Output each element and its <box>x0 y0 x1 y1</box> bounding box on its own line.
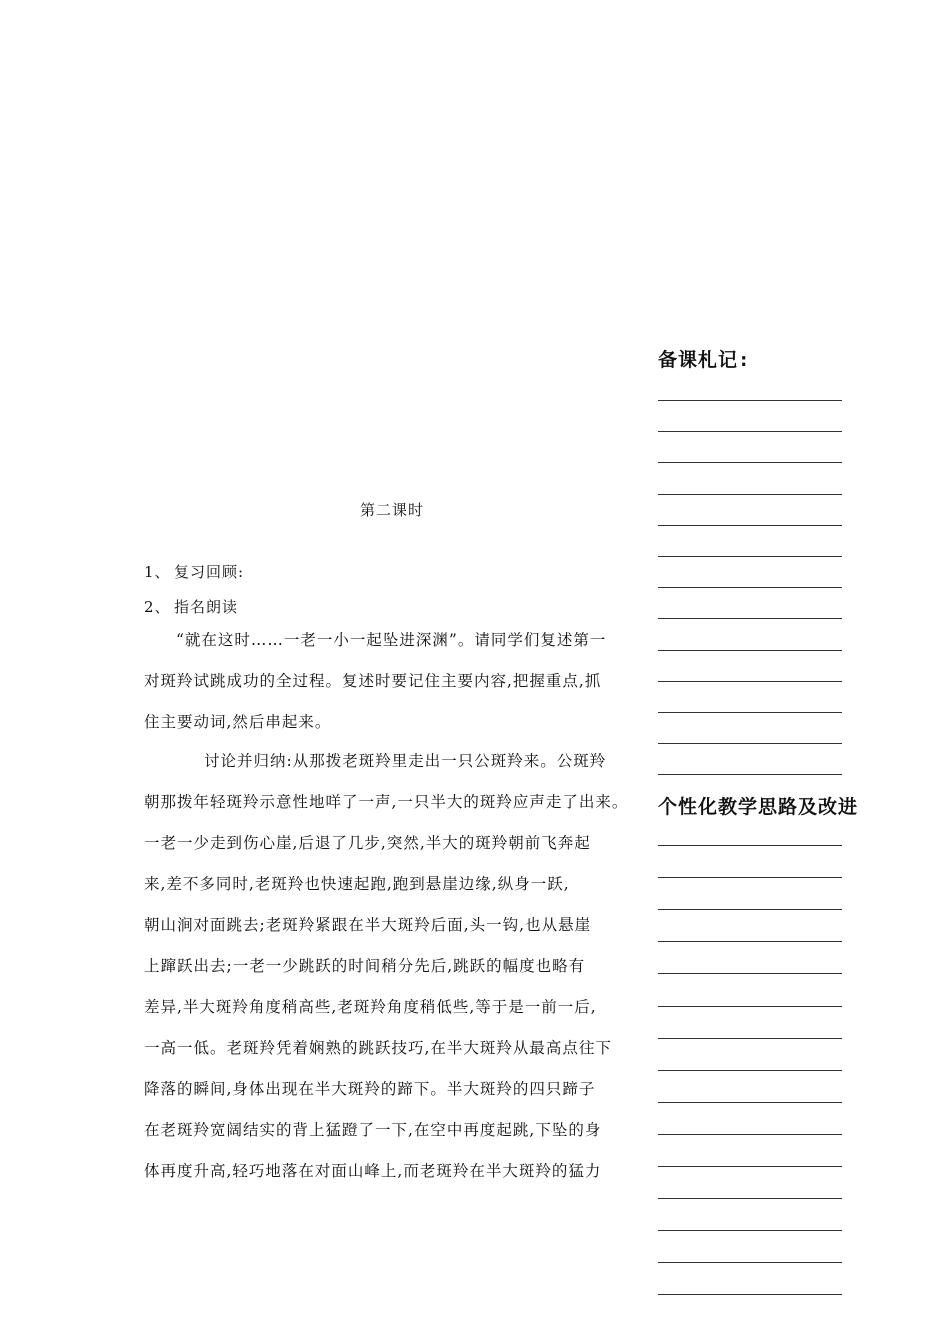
text-line: 体再度升高,轻巧地落在对面山峰上,而老斑羚在半大斑羚的猛力 <box>144 1162 602 1180</box>
list-item <box>144 597 238 617</box>
blank-writing-line <box>658 1294 842 1295</box>
list-item-number: 2、 <box>144 598 171 616</box>
blank-writing-line <box>658 712 842 713</box>
text-line: 一高一低。老斑羚凭着娴熟的跳跃技巧,在半大斑羚从最高点往下 <box>144 1039 612 1057</box>
text-line: 讨论并归纳:从那拨老斑羚里走出一只公斑羚来。公斑羚 <box>204 752 607 770</box>
text-line: 降落的瞬间,身体出现在半大斑羚的蹄下。半大斑羚的四只蹄子 <box>144 1080 596 1098</box>
blank-writing-line <box>658 1006 842 1007</box>
blank-writing-line <box>658 774 842 775</box>
text-line: 一老一少走到伤心崖,后退了几步,突然,半大的斑羚朝前飞奔起 <box>144 834 591 852</box>
main-column <box>144 0 644 1344</box>
blank-writing-line <box>658 1230 842 1231</box>
blank-writing-line <box>658 462 842 463</box>
text-line: 差异,半大斑羚角度稍高些,老斑羚角度稍低些,等于是一前一后, <box>144 998 597 1016</box>
blank-writing-line <box>658 909 842 910</box>
blank-writing-line <box>658 431 842 432</box>
blank-writing-line <box>658 494 842 495</box>
blank-writing-line <box>658 845 842 846</box>
text-line: 住主要动词,然后串起来。 <box>144 713 332 731</box>
text-line: 对斑羚试跳成功的全过程。复述时要记住主要内容,把握重点,抓 <box>144 672 602 690</box>
blank-writing-line <box>658 743 842 744</box>
lesson-notes-heading: 备课札记: <box>658 349 751 371</box>
blank-writing-line <box>658 587 842 588</box>
lesson-title: 第二课时 <box>360 501 425 519</box>
blank-writing-line <box>658 877 842 878</box>
blank-writing-line <box>658 525 842 526</box>
blank-writing-line <box>658 1166 842 1167</box>
discussion-paragraph <box>144 741 644 1192</box>
list-item-text: 复习回顾: <box>174 563 245 581</box>
blank-writing-line <box>658 1038 842 1039</box>
text-line: 朝那拨年轻斑羚示意性地咩了一声,一只半大的斑羚应声走了出来。 <box>144 793 629 811</box>
text-line: 朝山涧对面跳去;老斑羚紧跟在半大斑羚后面,头一钩,也从悬崖 <box>144 916 592 934</box>
blank-writing-line <box>658 1070 842 1071</box>
list-item-text: 指名朗读 <box>174 598 239 616</box>
blank-writing-line <box>658 941 842 942</box>
text-line: 来,差不多同时,老斑羚也快速起跑,跑到悬崖边缘,纵身一跃, <box>144 875 570 893</box>
list-item <box>144 562 244 582</box>
text-line: 在老斑羚宽阔结实的背上猛蹬了一下,在空中再度起跳,下坠的身 <box>144 1121 602 1139</box>
blank-writing-line <box>658 1134 842 1135</box>
blank-writing-line <box>658 556 842 557</box>
blank-writing-line <box>658 650 842 651</box>
text-line: “就在这时……一老一小一起坠进深渊”。请同学们复述第一 <box>176 631 607 649</box>
blank-writing-line <box>658 1198 842 1199</box>
blank-writing-line <box>658 681 842 682</box>
list-item-number: 1、 <box>144 563 171 581</box>
teaching-ideas-heading: 个性化教学思路及改进 <box>658 796 859 818</box>
blank-writing-line <box>658 400 842 401</box>
blank-writing-line <box>658 973 842 974</box>
sidebar-notes-column <box>658 0 858 1344</box>
blank-writing-line <box>658 1262 842 1263</box>
text-line: 上蹿跃出去;一老一少跳跃的时间稍分先后,跳跃的幅度也略有 <box>144 957 586 975</box>
reading-instruction-paragraph <box>144 620 644 743</box>
blank-writing-line <box>658 1102 842 1103</box>
blank-writing-line <box>658 618 842 619</box>
